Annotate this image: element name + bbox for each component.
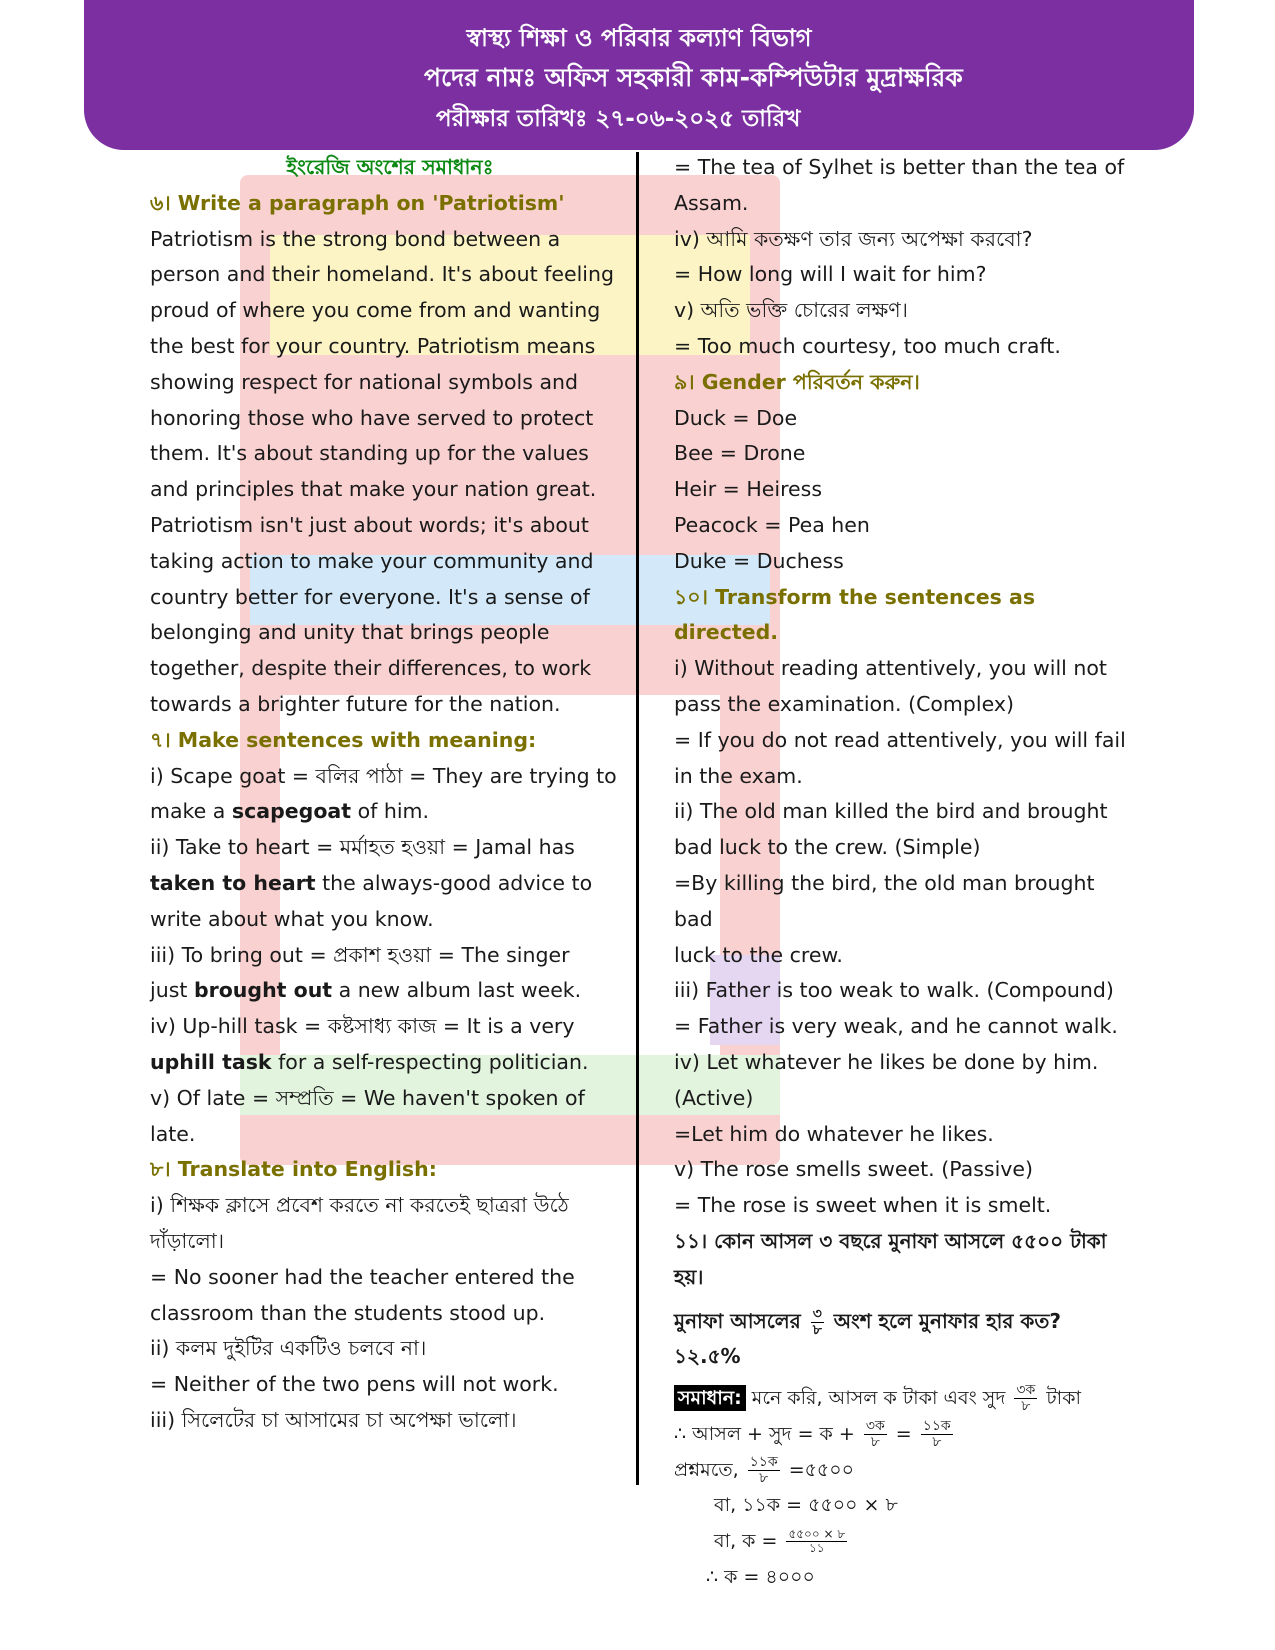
paragraph-line: them. It's about standing up for the values (150, 441, 589, 466)
column-divider (636, 152, 639, 1485)
solution-step-2: প্রশ্নমতে, $\frac{\text{১১ক}}{৮}$ =৫৫০০ (674, 1453, 854, 1486)
q8-line: classroom than the students stood up. (150, 1300, 546, 1325)
q8-cont-line: iv) আমি কতক্ষণ তার জন্য অপেক্ষা করবো? (674, 226, 1033, 251)
idiom-bold: brought out (193, 978, 333, 1003)
q10-line: = If you do not read attentively, you will fail (674, 727, 1126, 752)
paragraph-line: and principles that make your nation great. (150, 477, 597, 502)
q10-line: = The rose is sweet when it is smelt. (674, 1193, 1052, 1218)
solution-step-5: ∴ ক = ৪০০০ (706, 1566, 815, 1589)
exam-date: পরীক্ষার তারিখঃ ২৭-০৬-২০২৫ তারিখ (436, 106, 801, 132)
idiom-bold: scapegoat (231, 799, 352, 824)
paragraph-line: showing respect for national symbols and (150, 369, 579, 394)
q10-line: v) The rose smells sweet. (Passive) (674, 1157, 1034, 1182)
q8-cont-line: Assam. (674, 190, 749, 215)
page-header (84, 0, 1194, 150)
english-section-heading: ইংরেজি অংশের সমাধানঃ (286, 155, 494, 179)
paragraph-line: towards a brighter future for the nation. (150, 691, 561, 716)
fraction: $\frac{৫৫০০ \times ৮}{১১}$ (788, 1527, 846, 1556)
q7-item-iii-cont: just brought out a new album last week. (150, 978, 582, 1003)
q7-item-iv: iv) Up-hill task = কষ্টসাধ্য কাজ = It is a very (150, 1014, 575, 1039)
q7-item-iv-cont: uphill task for a self-respecting politician. (150, 1049, 589, 1074)
q7-heading: ৭। Make sentences with meaning: (150, 727, 537, 752)
q11-question-line2: মুনাফা আসলের $\frac{৩}{৮}$ অংশ হলে মুনাফার হার কত? ১২.৫% (674, 1305, 1061, 1369)
paragraph-line: together, despite their differences, to work (150, 656, 592, 681)
q7-item-v-cont: late. (150, 1121, 196, 1146)
q10-line: =By killing the bird, the old man brought bad (674, 870, 1095, 931)
q8-cont-line: = Too much courtesy, too much craft. (674, 333, 1061, 358)
solution-step-1: ∴ আসল + সুদ = ক + $\frac{\text{৩ক}}{৮}$ = $\frac{\text{১১ক}}{৮}$ (674, 1417, 951, 1450)
fraction: $\frac{\text{৩ক}}{৮}$ (865, 1417, 885, 1450)
q10-line: luck to the crew. (674, 942, 843, 967)
solution-intro: সমাধান: মনে করি, আসল ক টাকা এবং সুদ $\frac{\text{৩ক}}{৮}$ টাকা (674, 1381, 1134, 1417)
q7-item-i-cont: make a scapegoat of him. (150, 799, 430, 824)
q10-line: ii) The old man killed the bird and brought (674, 799, 1108, 824)
paragraph-line: taking action to make your community and (150, 548, 594, 573)
fraction: $\frac{৩}{৮}$ (812, 1305, 822, 1338)
paragraph-line: proud of where you come from and wanting (150, 298, 601, 323)
q9-heading: ৯। Gender পরিবর্তন করুন। (674, 369, 920, 394)
department-title: স্বাস্থ্য শিক্ষা ও পরিবার কল্যাণ বিভাগ (466, 24, 812, 52)
q10-line: iii) Father is too weak to walk. (Compound) (674, 978, 1114, 1003)
paragraph-line: person and their homeland. It's about feeling (150, 262, 614, 287)
q10-line: i) Without reading attentively, you will not (674, 656, 1107, 681)
right-column (674, 150, 1134, 1596)
q7-item-iii: iii) To bring out = প্রকাশ হওয়া = The singer (150, 942, 570, 967)
q10-line: = Father is very weak, and he cannot walk. (674, 1014, 1118, 1039)
idiom-bold: uphill task (150, 1049, 272, 1074)
left-column (150, 150, 620, 1439)
q8-cont-line: v) অতি ভক্তি চোরের লক্ষণ। (674, 298, 908, 323)
solution-step-3: বা, ১১ক = ৫৫০০ × ৮ (714, 1494, 898, 1517)
q8-cont-line: = The tea of Sylhet is better than the tea of (674, 155, 1125, 179)
q7-item-ii-cont2: write about what you know. (150, 906, 434, 931)
q7-item-v: v) Of late = সম্প্রতি = We haven't spoken of (150, 1085, 585, 1110)
paragraph-line: Patriotism isn't just about words; it's about (150, 512, 589, 537)
idiom-bold: taken to heart (150, 870, 316, 895)
paragraph-line: belonging and unity that brings people (150, 620, 550, 645)
q10-line: =Let him do whatever he likes. (674, 1121, 994, 1146)
q7-item-ii-cont: taken to heart the always-good advice to (150, 870, 593, 895)
gender-pair: Duke = Duchess (674, 548, 844, 573)
q8-line: ii) কলম দুইটির একটিও চলবে না। (150, 1336, 427, 1361)
paragraph-line: the best for your country. Patriotism means (150, 333, 596, 358)
q7-item-i: i) Scape goat = বলির পাঠা = They are trying to (150, 763, 617, 788)
q10-line: pass the examination. (Complex) (674, 691, 1014, 716)
gender-pair: Heir = Heiress (674, 477, 823, 502)
paragraph-line: country better for everyone. It's a sense of (150, 584, 590, 609)
fraction: $\frac{\text{৩ক}}{৮}$ (1016, 1382, 1036, 1415)
q6-heading: ৬। Write a paragraph on 'Patriotism' (150, 190, 565, 215)
q8-line: = Neither of the two pens will not work. (150, 1372, 559, 1397)
solution-step-4: বা, ক = $\frac{৫৫০০ \times ৮}{১১}$ (714, 1527, 846, 1556)
q8-line: iii) সিলেটের চা আসামের চা অপেক্ষা ভালো। (150, 1407, 517, 1432)
fraction: $\frac{\text{১১ক}}{৮}$ (922, 1417, 951, 1450)
gender-pair: Bee = Drone (674, 441, 806, 466)
q8-line: i) শিক্ষক ক্লাসে প্রবেশ করতে না করতেই ছাত্ররা উঠে (150, 1193, 569, 1218)
q11-question-line1: ১১। কোন আসল ৩ বছরে মুনাফা আসলে ৫৫০০ টাকা হয়। (674, 1228, 1107, 1289)
q8-line: দাঁড়ালো। (150, 1228, 225, 1253)
q10-line: iv) Let whatever he likes be done by him. (674, 1049, 1099, 1074)
q10-line: (Active) (674, 1085, 754, 1110)
q8-heading: ৮। Translate into English: (150, 1157, 437, 1182)
gender-pair: Peacock = Pea hen (674, 512, 870, 537)
q8-line: = No sooner had the teacher entered the (150, 1264, 575, 1289)
q10-line: in the exam. (674, 763, 803, 788)
q10-heading: ১০। Transform the sentences as directed. (674, 584, 1036, 645)
fraction: $\frac{\text{১১ক}}{৮}$ (749, 1453, 778, 1486)
paragraph-line: honoring those who have served to protect (150, 405, 594, 430)
gender-pair: Duck = Doe (674, 405, 798, 430)
q8-cont-line: = How long will I wait for him? (674, 262, 987, 287)
q10-line: bad luck to the crew. (Simple) (674, 835, 981, 860)
q7-item-ii: ii) Take to heart = মর্মাহত হওয়া = Jamal has (150, 835, 575, 860)
post-name: পদের নামঃ অফিস সহকারী কাম-কম্পিউটার মুদ্রাক্ষরিক (424, 63, 963, 92)
paragraph-line: Patriotism is the strong bond between a (150, 226, 561, 251)
solution-label: সমাধান: (674, 1385, 746, 1411)
